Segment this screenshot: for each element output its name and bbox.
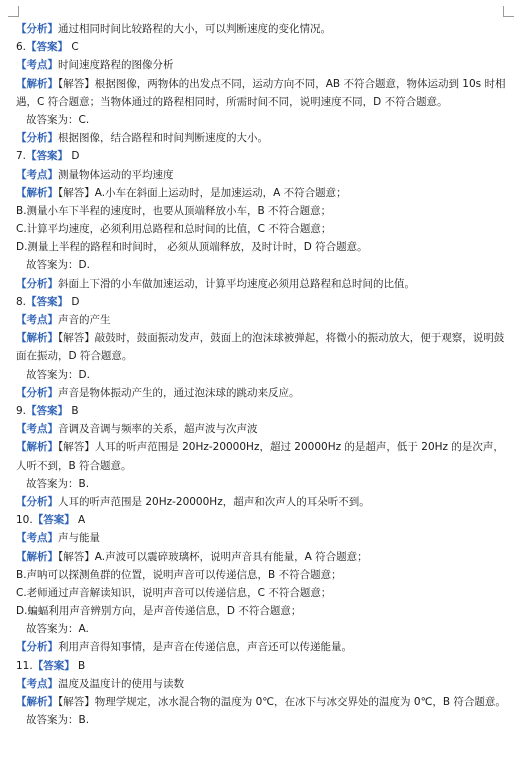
line-text: 根据图像，结合路程和时间判断速度的大小。: [58, 132, 268, 145]
text-line: [16, 675, 506, 693]
text-line: [16, 511, 506, 529]
text-line: [16, 256, 506, 274]
section-tag: 【解析】: [16, 332, 58, 345]
text-line: [16, 293, 506, 311]
text-line: [16, 693, 506, 711]
section-tag: 【考点】: [16, 532, 58, 545]
line-text: 【解答】物理学规定，冰水混合物的温度为 0℃，在冰下与冰交界处的温度为 0℃，B 符合题意。: [58, 696, 506, 709]
text-line: [16, 475, 506, 493]
section-tag: 【答案】: [26, 405, 69, 417]
line-text: 通过相同时间比较路程的大小，可以判断速度的变化情况。: [58, 23, 331, 35]
text-line: [16, 566, 506, 584]
section-tag: 【考点】: [16, 423, 58, 436]
line-text: C.老师通过声音解读知识，说明声音可以传递信息，C 不符合题意；: [16, 586, 332, 599]
section-tag: 【考点】: [16, 314, 58, 327]
text-line: [16, 184, 506, 202]
text-line: [16, 493, 506, 511]
line-text: 温度及温度计的使用与读数: [58, 677, 184, 690]
line-text: 故答案为：C.: [26, 113, 90, 126]
text-line: [16, 202, 506, 220]
answer-key-body: [16, 20, 506, 729]
question-number: 9.: [16, 405, 27, 417]
section-tag: 【答案】: [26, 41, 69, 54]
line-text: D: [68, 295, 80, 308]
text-line: [16, 548, 506, 566]
line-text: 故答案为：B.: [26, 714, 90, 727]
line-text: 【解答】A.声波可以震碎玻璃杯，说明声音具有能量，A 符合题意；: [58, 550, 368, 563]
section-tag: 【分析】: [16, 132, 58, 145]
section-tag: 【答案】: [32, 514, 75, 527]
text-line: [16, 311, 506, 329]
text-line: [16, 56, 506, 74]
text-line: [16, 275, 506, 293]
text-line: [16, 147, 506, 165]
section-tag: 【分析】: [16, 495, 58, 508]
text-line: [16, 329, 506, 365]
text-line: [16, 657, 506, 675]
line-text: B: [68, 405, 79, 417]
line-text: 声音是物体振动产生的，通过泡沫球的跳动来反应。: [58, 386, 300, 399]
text-line: [16, 438, 506, 474]
text-line: [16, 75, 506, 111]
text-line: [16, 166, 506, 184]
text-line: [16, 384, 506, 402]
line-text: 测量物体运动的平均速度: [58, 168, 174, 181]
text-line: [16, 220, 506, 238]
section-tag: 【考点】: [16, 168, 58, 181]
line-text: 故答案为：D.: [26, 368, 90, 381]
text-line: [16, 638, 506, 656]
section-tag: 【解析】: [16, 696, 58, 709]
line-text: 故答案为：A.: [26, 623, 89, 636]
text-line: [16, 602, 506, 620]
section-tag: 【答案】: [26, 150, 69, 163]
text-line: [16, 711, 506, 729]
text-line: [16, 129, 506, 147]
section-tag: 【解析】: [16, 550, 58, 563]
text-line: [16, 584, 506, 602]
question-number: 10.: [16, 514, 33, 527]
line-text: 【解答】人耳的听声范围是 20Hz-20000Hz，超过 20000Hz 的是超声，低于 20Hz 的是次声，人听不到，B 符合题意。: [16, 441, 504, 472]
line-text: 斜面上下滑的小车做加速运动，计算平均速度必须用总路程和总时间的比值。: [58, 277, 415, 290]
line-text: 故答案为：B.: [26, 477, 90, 490]
line-text: C.计算平均速度，必须利用总路程和总时间的比值，C 不符合题意；: [16, 223, 332, 236]
section-tag: 【解析】: [16, 441, 58, 454]
section-tag: 【分析】: [16, 641, 58, 654]
page-corner-mark-left: [8, 6, 19, 17]
line-text: D: [68, 150, 80, 163]
question-number: 6.: [16, 41, 27, 54]
line-text: 故答案为：D.: [26, 259, 90, 272]
line-text: 时间速度路程的图像分析: [58, 59, 174, 72]
line-text: 音调及音调与频率的关系，超声波与次声波: [58, 423, 258, 436]
line-text: 人耳的听声范围是 20Hz-20000Hz，超声和次声人的耳朵听不到。: [58, 495, 370, 508]
section-tag: 【答案】: [26, 295, 69, 308]
section-tag: 【分析】: [16, 23, 58, 35]
line-text: A: [74, 514, 86, 527]
section-tag: 【分析】: [16, 386, 58, 399]
line-text: D.测量上半程的路程和时间时， 必须从顶端释放，及时计时，D 符合题意。: [16, 241, 368, 254]
line-text: B: [74, 659, 86, 672]
section-tag: 【解析】: [16, 186, 58, 199]
text-line: [16, 420, 506, 438]
text-line: [16, 366, 506, 384]
text-line: [16, 20, 506, 38]
text-line: [16, 111, 506, 129]
line-text: 声与能量: [58, 532, 100, 545]
section-tag: 【分析】: [16, 277, 58, 290]
text-line: [16, 620, 506, 638]
question-number: 7.: [16, 150, 27, 163]
line-text: D.蝙蝠利用声音辨别方向，是声音传递信息，D 不符合题意；: [16, 605, 302, 618]
page-corner-mark-right: [503, 6, 514, 17]
text-line: [16, 38, 506, 56]
line-text: C: [68, 41, 79, 54]
section-tag: 【解析】: [16, 77, 58, 90]
line-text: 【解答】根据图像，两物体的出发点不同，运动方向不同，AB 不符合题意，物体运动到 10s 时相遇，C 符合题意；当物体通过的路程相同时，所需时间不同，说明速度不同，D 不符合题意。: [16, 77, 506, 108]
section-tag: 【考点】: [16, 59, 58, 72]
question-number: 8.: [16, 295, 27, 308]
line-text: B.测量小车下半程的速度时，也要从顶端释放小车，B 不符合题意；: [16, 204, 332, 217]
section-tag: 【考点】: [16, 677, 58, 690]
text-line: [16, 238, 506, 256]
line-text: 声音的产生: [58, 314, 111, 327]
section-tag: 【答案】: [32, 659, 75, 672]
text-line: [16, 402, 506, 420]
question-number: 11.: [16, 659, 33, 672]
line-text: B.声呐可以探测鱼群的位置，说明声音可以传递信息，B 不符合题意；: [16, 568, 342, 581]
text-line: [16, 529, 506, 547]
line-text: 【解答】A.小车在斜面上运动时，是加速运动，A 不符合题意；: [58, 186, 347, 199]
line-text: 利用声音得知事情，是声音在传递信息，声音还可以传递能量。: [58, 641, 352, 654]
line-text: 【解答】敲鼓时，鼓面振动发声，鼓面上的泡沫球被弹起，将微小的振动放大，便于观察，说明鼓面在振动，D 符合题意。: [16, 332, 505, 363]
